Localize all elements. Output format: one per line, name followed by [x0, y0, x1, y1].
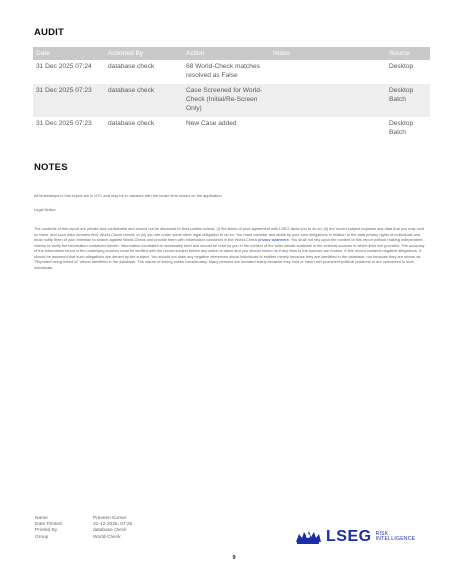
- cell-source: Desktop Batch: [386, 84, 430, 117]
- table-row: [33, 84, 430, 117]
- cell-action: Case Screened for World-Check (Initial/Re-Screen Only): [183, 84, 270, 117]
- cell-action: New Case added: [186, 120, 237, 127]
- privacy-statement-link[interactable]: privacy statement: [258, 237, 289, 242]
- audit-title: AUDIT: [34, 27, 65, 38]
- cell-source: Desktop: [389, 63, 414, 70]
- cell-notes: [270, 84, 386, 117]
- footer-value-date-printed: 31-12-2025, 07:25: [93, 522, 133, 528]
- legal-notice-body: [34, 226, 426, 270]
- footer-labels: [35, 516, 62, 541]
- timezone-note: All timestamps in this export are in UTC and may be in variance with the locale time shown on the application: [34, 193, 222, 198]
- footer-value-printed-by: database check: [93, 528, 127, 534]
- cell-actioned-by: database check: [108, 63, 155, 70]
- cell-date: 31 Dec 2025 07:24: [36, 63, 92, 70]
- footer-label-printed-by: Printed By: [35, 528, 58, 534]
- cell-source: Desktop Batch: [389, 120, 414, 136]
- header-notes: Notes: [270, 47, 386, 60]
- legal-text-start: The contents of this report are private and confidential and should not be disclosed to third parties unless: (i) the terms of your agreement with LSEG allow you to do so; (ii) the record subject requests any data that you may hold on them, and such data includes their World-Check record; or (iii) you are under some other legal obligation to do so. You must consider and abide by your own obligations in relation to the data privacy rights of individuals and must notify them of your intention to search against World-Check and provide them with information contained in the World-Check: [34, 226, 424, 242]
- table-row: [33, 60, 430, 84]
- lion-emblem-icon: [294, 528, 322, 546]
- footer-label-name: Name: [35, 516, 48, 521]
- table-header-row: [33, 47, 430, 60]
- table-row: [33, 117, 430, 141]
- legal-text-end: . You shall not rely upon the content of this report without making independent checks to verify the information contained therein. Information correlated is necessarily brief and should be read by you in the context of the fuller details available in the external sources to which links are provided. The accuracy of the information found in the underlying sources must be verified with the record subject before any action is taken and you should inform us if any links to the sources are broken. If this record contains negative allegations, it should be assumed that such allegations are denied by the subject. You should not draw any negative inferences about individuals or entities merely because they are identified in the database, nor because they are shown as "Reported being linked to" others identified in the database. The nature of linking varies considerably. Many persons are included solely because they hold or have held prominent political positions or are connected to such individuals.: [34, 237, 425, 270]
- page-number: 9: [232, 555, 236, 561]
- audit-table: [33, 47, 430, 141]
- logo-subtitle-line-1: RISK: [375, 530, 389, 537]
- logo-wordmark: LSEG: [326, 528, 372, 545]
- notes-title: NOTES: [34, 162, 68, 173]
- header-actioned-by: Actioned By: [105, 47, 183, 60]
- cell-actioned-by: database check: [108, 120, 155, 127]
- logo-subtitle: [376, 532, 416, 543]
- cell-notes: [270, 117, 386, 141]
- cell-date: 31 Dec 2025 07:23: [36, 120, 92, 127]
- lseg-logo: [294, 528, 415, 546]
- cell-date: 31 Dec 2025 07:23: [33, 84, 105, 117]
- footer-value-name: Praveen Kumar: [93, 516, 127, 521]
- footer-label-date-printed: Date Printed: [35, 522, 62, 528]
- footer-values: [93, 516, 132, 541]
- footer-label-group: Group: [35, 534, 49, 540]
- header-source: Source: [386, 47, 430, 60]
- cell-action: 68 World-Check matches resolved as False: [186, 63, 260, 79]
- header-date: Date: [33, 47, 105, 60]
- cell-notes: [270, 60, 386, 84]
- cell-actioned-by: database check: [105, 84, 183, 117]
- legal-notice-heading: Legal Notice: [34, 207, 56, 212]
- logo-subtitle-line-2: INTELLIGENCE: [375, 536, 416, 542]
- footer-value-group: World-Check: [93, 534, 121, 540]
- header-action: Action: [183, 47, 270, 60]
